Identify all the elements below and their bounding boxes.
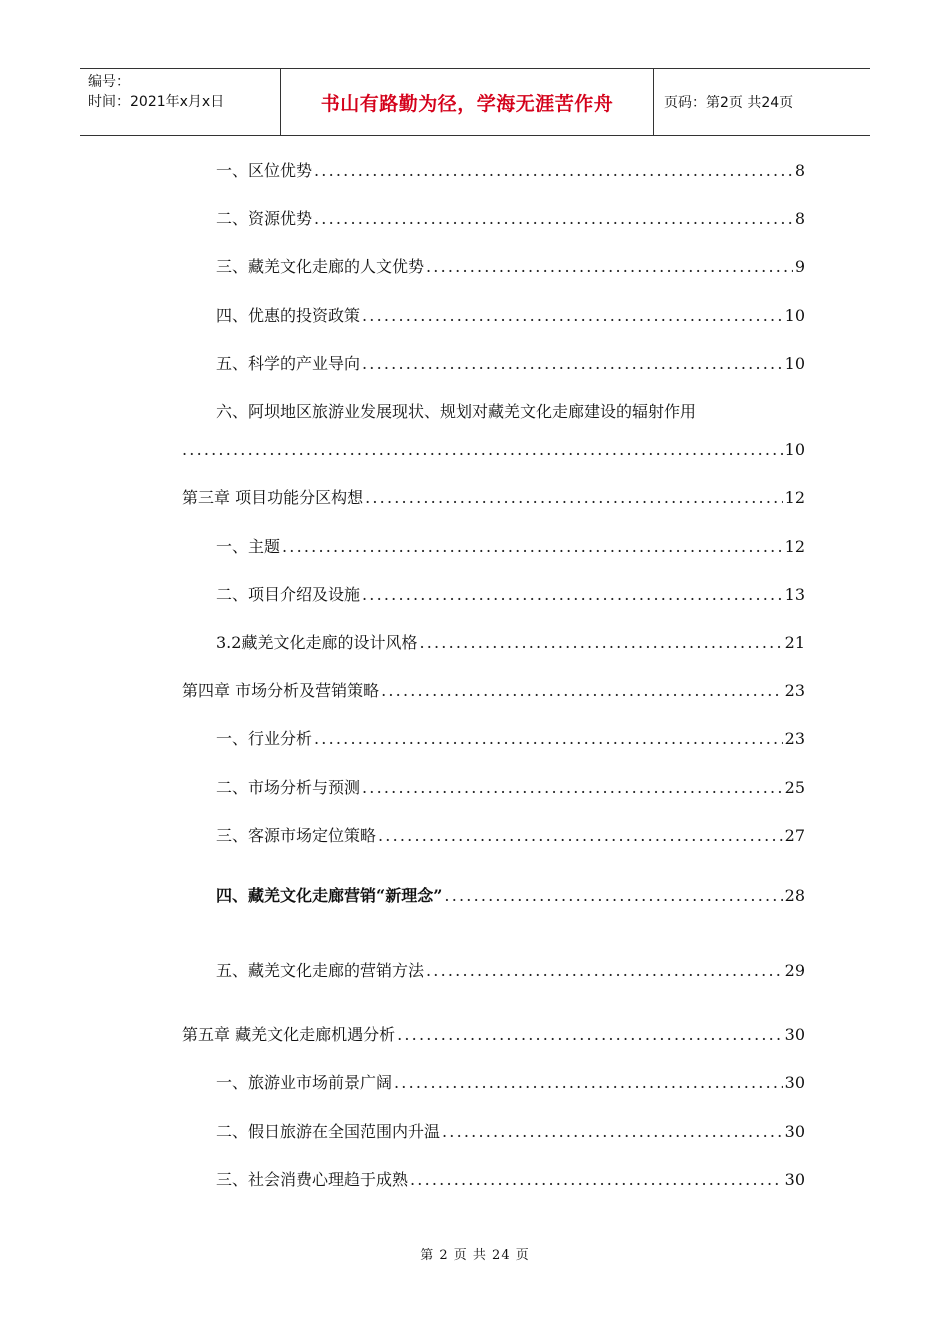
toc-leader-dots (362, 353, 783, 375)
toc-entry-label: 四、优惠的投资政策 (216, 306, 361, 325)
toc-entry[interactable] (216, 960, 805, 982)
toc-entry-label: 三、藏羌文化走廊的人文优势 (216, 257, 425, 276)
header-meta (80, 69, 281, 135)
toc-entry-page: 10 (784, 354, 805, 373)
toc-entry-page: 23 (784, 729, 805, 748)
toc-leader-dots (426, 256, 793, 278)
toc-entry[interactable] (216, 208, 805, 230)
toc-entry[interactable] (216, 584, 805, 606)
toc-entry-page: 8 (794, 209, 805, 228)
toc-entry-label: 一、旅游业市场前景广阔 (216, 1073, 393, 1092)
toc-leader-dots (282, 536, 783, 558)
toc-entry-page: 30 (784, 1073, 805, 1092)
toc-entry-page: 10 (784, 440, 805, 459)
toc-entry-label: 五、科学的产业导向 (216, 354, 361, 373)
toc-leader-dots (314, 728, 783, 750)
toc-entry[interactable] (216, 1169, 805, 1191)
toc-entry[interactable] (216, 777, 805, 799)
toc-leader-dots (365, 487, 783, 509)
toc-entry-page: 13 (784, 585, 805, 604)
header-motto: 书山有路勤为径，学海无涯苦作舟 (281, 69, 654, 135)
toc-entry[interactable] (216, 885, 805, 907)
toc-entry-page: 25 (784, 778, 805, 797)
toc-leader-dots (381, 680, 783, 702)
toc-entry[interactable] (216, 1072, 805, 1094)
toc-entry-page: 28 (784, 886, 805, 905)
page-header (80, 68, 870, 136)
toc-entry-page: 12 (784, 537, 805, 556)
toc-entry-page: 23 (784, 681, 805, 700)
toc-chapter-entry[interactable] (182, 1024, 805, 1046)
toc-entry-wrapped-label[interactable]: 六、阿坝地区旅游业发展现状、规划对藏羌文化走廊建设的辐射作用 (216, 402, 697, 421)
toc-entry-page: 30 (784, 1122, 805, 1141)
toc-leader-dots (397, 1024, 783, 1046)
toc-entry-label: 3.2藏羌文化走廊的设计风格 (216, 633, 418, 652)
toc-leader-dots (444, 885, 782, 907)
toc-leader-dots (314, 208, 793, 230)
page-footer: 第 2 页 共 24 页 (420, 1248, 530, 1263)
toc-entry-page: 30 (784, 1170, 805, 1189)
toc-leader-dots (410, 1169, 783, 1191)
document-date-label: 时间：2021年x月x日 (88, 94, 225, 110)
toc-leader-dots (419, 632, 782, 654)
toc-entry-label: 二、资源优势 (216, 209, 313, 228)
toc-entry-label: 四、藏羌文化走廊营销“新理念” (216, 886, 443, 905)
toc-entry[interactable] (216, 536, 805, 558)
toc-entry-page: 30 (784, 1025, 805, 1044)
toc-entry-label: 三、客源市场定位策略 (216, 826, 377, 845)
toc-leader-dots (182, 439, 783, 461)
toc-entry[interactable] (216, 256, 805, 278)
toc-entry-page: 8 (794, 161, 805, 180)
toc-entry[interactable] (216, 160, 805, 182)
toc-entry-label: 一、主题 (216, 537, 281, 556)
toc-entry[interactable] (216, 825, 805, 847)
toc-chapter-entry[interactable] (182, 680, 805, 702)
toc-entry[interactable] (216, 305, 805, 327)
toc-entry[interactable] (216, 728, 805, 750)
toc-leader-dots (426, 960, 783, 982)
document-number-label: 编号： (88, 74, 130, 90)
toc-entry-page: 21 (784, 633, 805, 652)
toc-entry-label: 第四章 市场分析及营销策略 (182, 681, 380, 700)
toc-entry-page: 29 (784, 961, 805, 980)
toc-leader-dots (394, 1072, 783, 1094)
toc-entry-label: 五、藏羌文化走廊的营销方法 (216, 961, 425, 980)
toc-entry-page: 12 (784, 488, 805, 507)
toc-entry-label: 第三章 项目功能分区构想 (182, 488, 364, 507)
toc-entry-label: 三、社会消费心理趋于成熟 (216, 1170, 409, 1189)
toc-entry-label: 第五章 藏羌文化走廊机遇分析 (182, 1025, 396, 1044)
toc-entry-label: 一、区位优势 (216, 161, 313, 180)
toc-chapter-entry[interactable] (182, 487, 805, 509)
toc-leader-dots (362, 777, 783, 799)
toc-entry-page: 9 (794, 257, 805, 276)
header-page-info: 页码：第2页 共24页 (664, 95, 794, 111)
toc-entry[interactable] (216, 353, 805, 375)
toc-leader-dots (442, 1121, 783, 1143)
toc-entry[interactable] (216, 632, 805, 654)
toc-leader-dots (362, 305, 783, 327)
toc-leader-dots (314, 160, 793, 182)
toc-leader-dots (378, 825, 783, 847)
toc-entry-label: 二、假日旅游在全国范围内升温 (216, 1122, 441, 1141)
toc-leader-dots (362, 584, 783, 606)
toc-entry-label: 二、市场分析与预测 (216, 778, 361, 797)
toc-entry-label: 二、项目介绍及设施 (216, 585, 361, 604)
toc-entry-label: 一、行业分析 (216, 729, 313, 748)
toc-entry-continuation[interactable] (180, 439, 805, 461)
toc-entry[interactable] (216, 1121, 805, 1143)
toc-entry-page: 10 (784, 306, 805, 325)
toc-entry-page: 27 (784, 826, 805, 845)
